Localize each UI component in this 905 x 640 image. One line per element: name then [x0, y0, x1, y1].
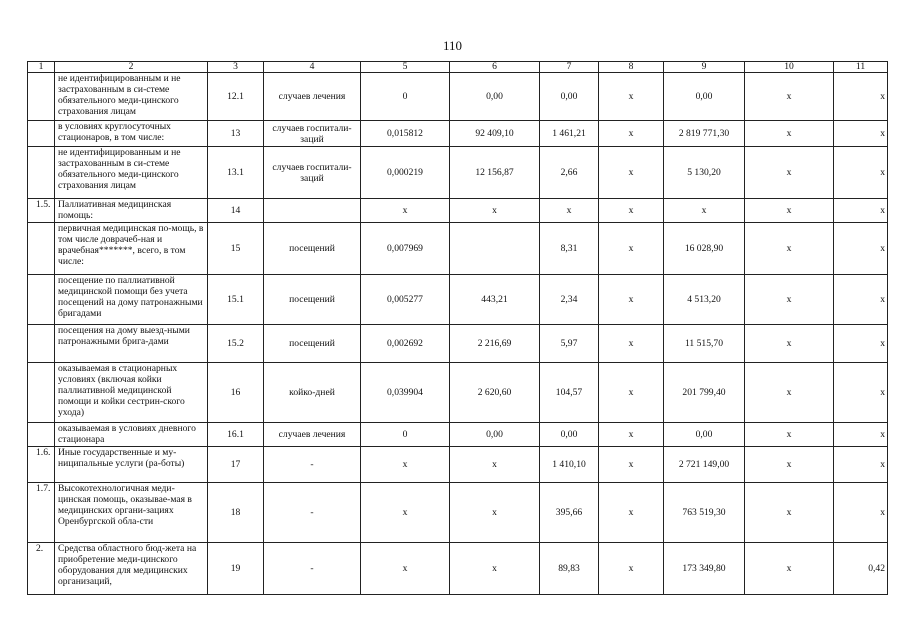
per-capita-cell: 8,31 — [540, 223, 599, 275]
cost-cell: 12 156,87 — [450, 147, 540, 199]
row-number-cell: 1.6. — [28, 447, 55, 483]
volume-cell: х — [361, 447, 450, 483]
column-header: 5 — [361, 62, 450, 73]
total-cell: 0,00 — [664, 73, 745, 121]
line-code-cell: 13.1 — [208, 147, 264, 199]
col8-cell: х — [599, 121, 664, 147]
per-capita-cell: 2,34 — [540, 275, 599, 325]
volume-cell: 0,015812 — [361, 121, 450, 147]
total-cell: 2 721 149,00 — [664, 447, 745, 483]
cost-cell: 0,00 — [450, 423, 540, 447]
col10-cell: х — [745, 423, 834, 447]
cost-cell: 2 620,60 — [450, 363, 540, 423]
line-code-cell: 15.1 — [208, 275, 264, 325]
description-cell: оказываемая в условиях дневного стационара — [55, 423, 208, 447]
per-capita-cell: 1 410,10 — [540, 447, 599, 483]
line-code-cell: 15 — [208, 223, 264, 275]
col8-cell: х — [599, 73, 664, 121]
col10-cell: х — [745, 447, 834, 483]
column-header: 6 — [450, 62, 540, 73]
total-cell: 201 799,40 — [664, 363, 745, 423]
table-row — [28, 325, 888, 363]
line-code-cell: 16 — [208, 363, 264, 423]
volume-cell: 0,002692 — [361, 325, 450, 363]
col10-cell: х — [745, 275, 834, 325]
col8-cell: х — [599, 275, 664, 325]
col10-cell: х — [745, 223, 834, 275]
cost-cell: х — [450, 543, 540, 595]
table-row — [28, 543, 888, 595]
row-number-cell — [28, 325, 55, 363]
row-number-cell — [28, 363, 55, 423]
col10-cell: х — [745, 73, 834, 121]
per-capita-cell: 2,66 — [540, 147, 599, 199]
volume-cell: 0 — [361, 73, 450, 121]
description-cell: в условиях круглосуточных стационаров, в том числе: — [55, 121, 208, 147]
line-code-cell: 19 — [208, 543, 264, 595]
line-code-cell: 15.2 — [208, 325, 264, 363]
col8-cell: х — [599, 423, 664, 447]
line-code-cell: 14 — [208, 199, 264, 223]
row-number-cell: 1.5. — [28, 199, 55, 223]
column-header: 4 — [264, 62, 361, 73]
row-number-cell: 1.7. — [28, 483, 55, 543]
total-cell: 5 130,20 — [664, 147, 745, 199]
unit-cell: койко-дней — [264, 363, 361, 423]
col10-cell: х — [745, 121, 834, 147]
unit-cell: - — [264, 447, 361, 483]
cost-cell: х — [450, 199, 540, 223]
description-cell: Средства областного бюд-жета на приобретение меди-цинского оборудования для медицинских организаций, — [55, 543, 208, 595]
cost-cell: х — [450, 447, 540, 483]
col11-cell: х — [834, 423, 888, 447]
col8-cell: х — [599, 223, 664, 275]
total-cell: 16 028,90 — [664, 223, 745, 275]
col11-cell: х — [834, 275, 888, 325]
col8-cell: х — [599, 363, 664, 423]
cost-cell: 0,00 — [450, 73, 540, 121]
per-capita-cell: 1 461,21 — [540, 121, 599, 147]
table-row — [28, 121, 888, 147]
col10-cell: х — [745, 325, 834, 363]
cost-cell: 443,21 — [450, 275, 540, 325]
line-code-cell: 18 — [208, 483, 264, 543]
col11-cell: х — [834, 199, 888, 223]
line-code-cell: 17 — [208, 447, 264, 483]
description-cell: посещение по паллиативной медицинской помощи без учета посещений на дому патронажными бригадами — [55, 275, 208, 325]
cost-cell: х — [450, 483, 540, 543]
table-row — [28, 483, 888, 543]
row-number-cell — [28, 121, 55, 147]
col11-cell: х — [834, 73, 888, 121]
volume-cell: 0,039904 — [361, 363, 450, 423]
column-header: 1 — [28, 62, 55, 73]
col8-cell: х — [599, 199, 664, 223]
col10-cell: х — [745, 363, 834, 423]
table-row — [28, 73, 888, 121]
table-row — [28, 147, 888, 199]
column-header: 2 — [55, 62, 208, 73]
volume-cell: 0,000219 — [361, 147, 450, 199]
col8-cell: х — [599, 543, 664, 595]
line-code-cell: 13 — [208, 121, 264, 147]
unit-cell: случаев лечения — [264, 423, 361, 447]
line-code-cell: 16.1 — [208, 423, 264, 447]
table-row — [28, 447, 888, 483]
unit-cell — [264, 199, 361, 223]
column-header: 7 — [540, 62, 599, 73]
unit-cell: посещений — [264, 325, 361, 363]
description-cell: не идентифицированным и не застрахованным в си-стеме обязательного меди-цинского страхования лицам — [55, 73, 208, 121]
total-cell: х — [664, 199, 745, 223]
unit-cell: посещений — [264, 275, 361, 325]
table-row — [28, 363, 888, 423]
col10-cell: х — [745, 147, 834, 199]
cost-cell — [450, 223, 540, 275]
column-header: 3 — [208, 62, 264, 73]
unit-cell: - — [264, 483, 361, 543]
per-capita-cell: 0,00 — [540, 423, 599, 447]
per-capita-cell: 395,66 — [540, 483, 599, 543]
total-cell: 2 819 771,30 — [664, 121, 745, 147]
volume-cell: х — [361, 543, 450, 595]
col11-cell: 0,42 — [834, 543, 888, 595]
column-header: 9 — [664, 62, 745, 73]
col11-cell: х — [834, 447, 888, 483]
per-capita-cell: 0,00 — [540, 73, 599, 121]
financial-table — [27, 61, 888, 595]
table-row — [28, 223, 888, 275]
per-capita-cell: 89,83 — [540, 543, 599, 595]
col8-cell: х — [599, 325, 664, 363]
table-row — [28, 199, 888, 223]
description-cell: не идентифицированным и не застрахованным в си-стеме обязательного меди-цинского страхования лицам — [55, 147, 208, 199]
total-cell: 4 513,20 — [664, 275, 745, 325]
line-code-cell: 12.1 — [208, 73, 264, 121]
total-cell: 11 515,70 — [664, 325, 745, 363]
column-header: 11 — [834, 62, 888, 73]
col8-cell: х — [599, 147, 664, 199]
unit-cell: случаев госпитали-заций — [264, 147, 361, 199]
col10-cell: х — [745, 199, 834, 223]
col11-cell: х — [834, 483, 888, 543]
volume-cell: х — [361, 199, 450, 223]
description-cell: первичная медицинская по-мощь, в том числе доврачеб-ная и врачебная*******, всего, в том числе: — [55, 223, 208, 275]
total-cell: 763 519,30 — [664, 483, 745, 543]
row-number-cell — [28, 423, 55, 447]
total-cell: 0,00 — [664, 423, 745, 447]
description-cell: Высокотехнологичная меди-цинская помощь, оказывае-мая в медицинских органи-зациях Оренбургской обла-сти — [55, 483, 208, 543]
per-capita-cell: 104,57 — [540, 363, 599, 423]
col11-cell: х — [834, 121, 888, 147]
total-cell: 173 349,80 — [664, 543, 745, 595]
row-number-cell: 2. — [28, 543, 55, 595]
table-row — [28, 423, 888, 447]
col11-cell: х — [834, 147, 888, 199]
volume-cell: 0,007969 — [361, 223, 450, 275]
col8-cell: х — [599, 483, 664, 543]
volume-cell: 0,005277 — [361, 275, 450, 325]
row-number-cell — [28, 275, 55, 325]
description-cell: Иные государственные и му-ниципальные услуги (ра-боты) — [55, 447, 208, 483]
description-cell: оказываемая в стационарных условиях (включая койки паллиативной медицинской помощи и койки сестрин-ского ухода) — [55, 363, 208, 423]
volume-cell: 0 — [361, 423, 450, 447]
table-row — [28, 275, 888, 325]
col11-cell: х — [834, 325, 888, 363]
description-cell: посещения на дому выезд-ными патронажными брига-дами — [55, 325, 208, 363]
unit-cell: случаев госпитали-заций — [264, 121, 361, 147]
column-header: 8 — [599, 62, 664, 73]
column-header: 10 — [745, 62, 834, 73]
cost-cell: 92 409,10 — [450, 121, 540, 147]
col11-cell: х — [834, 363, 888, 423]
per-capita-cell: 5,97 — [540, 325, 599, 363]
col11-cell: х — [834, 223, 888, 275]
unit-cell: посещений — [264, 223, 361, 275]
row-number-cell — [28, 73, 55, 121]
col10-cell: х — [745, 543, 834, 595]
col10-cell: х — [745, 483, 834, 543]
cost-cell: 2 216,69 — [450, 325, 540, 363]
volume-cell: х — [361, 483, 450, 543]
description-cell: Паллиативная медицинская помощь: — [55, 199, 208, 223]
page-number: 110 — [442, 38, 463, 53]
row-number-cell — [28, 147, 55, 199]
unit-cell: случаев лечения — [264, 73, 361, 121]
per-capita-cell: х — [540, 199, 599, 223]
col8-cell: х — [599, 447, 664, 483]
column-number-row — [28, 62, 888, 73]
row-number-cell — [28, 223, 55, 275]
unit-cell: - — [264, 543, 361, 595]
